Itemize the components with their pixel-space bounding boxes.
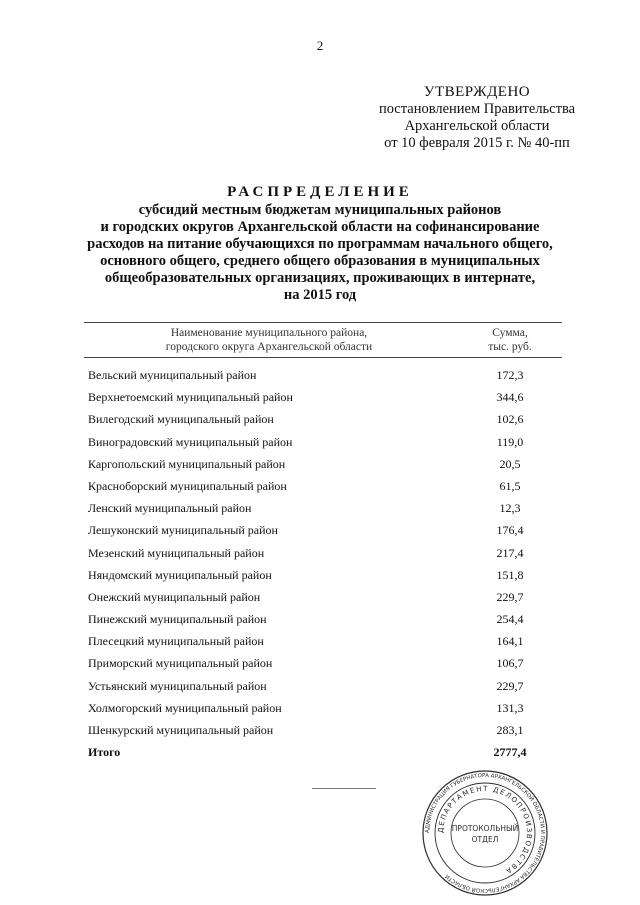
district-name: Шенкурский муниципальный район: [88, 723, 274, 737]
table-row: [84, 609, 562, 631]
table-row: [84, 365, 562, 387]
subtitle-line: основного общего, среднего общего образования в муниципальных: [100, 253, 540, 269]
subsidy-amount: 217,4: [496, 545, 524, 560]
table-row: [84, 720, 562, 742]
table-row: [84, 454, 562, 476]
header-name-column: [84, 326, 454, 354]
table-row: [84, 543, 562, 565]
table-row: [84, 565, 562, 587]
subsidy-amount: 176,4: [496, 523, 524, 538]
approval-heading: УТВЕРЖДЕНО: [423, 84, 531, 100]
subsidy-amount: 254,4: [496, 612, 524, 627]
stamp-outer-text: АДМИНИСТРАЦИЯ ГУБЕРНАТОРА АРХАНГЕЛЬСКОЙ ОБЛАСТИ И ПРАВИТЕЛЬСТВА АРХАНГЕЛЬСКОЙ ОБЛАСТИ: [424, 772, 546, 894]
table-row: [84, 631, 562, 653]
district-name: Ленский муниципальный район: [88, 501, 252, 516]
subtitle-line: общеобразовательных организациях, проживающих в интернате,: [104, 270, 536, 286]
total-amount: 2777,4: [493, 745, 527, 760]
stamp-center-line: ОТДЕЛ: [471, 835, 499, 844]
subsidy-amount: 20,5: [499, 456, 521, 471]
district-name: Вельский муниципальный район: [88, 368, 257, 382]
district-name: Холмогорский муниципальный район: [88, 700, 282, 715]
signature-line: [312, 788, 376, 789]
approval-line: постановлением Правительства: [378, 101, 576, 117]
district-name: Няндомский муниципальный район: [88, 567, 272, 582]
stamp-center-line: ПРОТОКОЛЬНЫЙ: [451, 824, 519, 833]
total-label: Итого: [88, 745, 121, 760]
subsidy-amount: 151,8: [496, 567, 524, 582]
subsidy-amount: 119,0: [496, 434, 524, 449]
table-row: [84, 587, 562, 609]
subsidy-amount: 102,6: [496, 412, 524, 427]
table-header: [84, 322, 562, 358]
table-row: [84, 520, 562, 542]
subsidy-amount: 283,1: [496, 723, 524, 737]
subsidy-amount: 164,1: [496, 634, 524, 649]
stamp-inner-ring: [435, 783, 535, 883]
district-name: Красноборский муниципальный район: [88, 478, 287, 493]
district-name: Лешуконский муниципальный район: [88, 523, 278, 538]
district-name: Пинежский муниципальный район: [88, 612, 267, 627]
subtitle-line: на 2015 год: [283, 287, 357, 303]
total-row: [84, 742, 562, 764]
header-sum-line: Сумма,: [492, 327, 528, 339]
approval-date: от 10 февраля 2015 г. № 40-пп: [384, 135, 570, 151]
table-row: [84, 698, 562, 720]
district-name: Плесецкий муниципальный район: [88, 634, 264, 649]
subsidy-amount: 229,7: [496, 678, 524, 693]
district-name: Верхнетоемский муниципальный район: [88, 390, 293, 405]
subsidy-amount: 61,5: [499, 478, 521, 493]
header-name-line: городского округа Архангельской области: [165, 341, 373, 353]
table-row: [84, 387, 562, 409]
approval-line: Архангельской области: [404, 118, 550, 134]
district-name: Мезенский муниципальный район: [88, 545, 265, 560]
table-row: [84, 409, 562, 431]
document-title: РАСПРЕДЕЛЕНИЕ: [227, 184, 413, 200]
approval-block: [362, 84, 592, 152]
district-name: Виноградовский муниципальный район: [88, 434, 293, 449]
department-stamp: [420, 768, 550, 898]
table-row: [84, 476, 562, 498]
table-row: [84, 653, 562, 675]
table-row: [84, 498, 562, 520]
header-name-line: Наименование муниципального района,: [170, 327, 368, 339]
district-name: Онежский муниципальный район: [88, 589, 261, 604]
stamp-center-ring: [451, 799, 519, 867]
district-name: Устьянский муниципальный район: [88, 678, 267, 693]
table-row: [84, 432, 562, 454]
subsidy-amount: 172,3: [496, 368, 524, 382]
header-sum-column: [460, 326, 560, 354]
document-subtitle: [70, 202, 570, 304]
stamp-inner-text: ДЕПАРТАМЕНТ ДЕЛОПРОИЗВОДСТВА: [436, 784, 534, 876]
table-body: [84, 365, 562, 764]
subsidy-amount: 344,6: [496, 390, 524, 405]
subtitle-line: субсидий местным бюджетам муниципальных районов: [138, 202, 502, 218]
subsidy-amount: 131,3: [496, 700, 524, 715]
page-number: 2: [316, 38, 324, 53]
district-name: Приморский муниципальный район: [88, 656, 273, 671]
subsidy-amount: 229,7: [496, 589, 524, 604]
subsidy-amount: 12,3: [499, 501, 521, 516]
district-name: Каргопольский муниципальный район: [88, 456, 286, 471]
subtitle-line: и городских округов Архангельской области на софинансирование: [100, 219, 540, 235]
subtitle-line: расходов на питание обучающихся по программам начального общего,: [87, 236, 553, 252]
table-row: [84, 676, 562, 698]
district-name: Вилегодский муниципальный район: [88, 412, 274, 427]
header-sum-line: тыс. руб.: [488, 341, 532, 353]
subsidy-amount: 106,7: [496, 656, 524, 671]
